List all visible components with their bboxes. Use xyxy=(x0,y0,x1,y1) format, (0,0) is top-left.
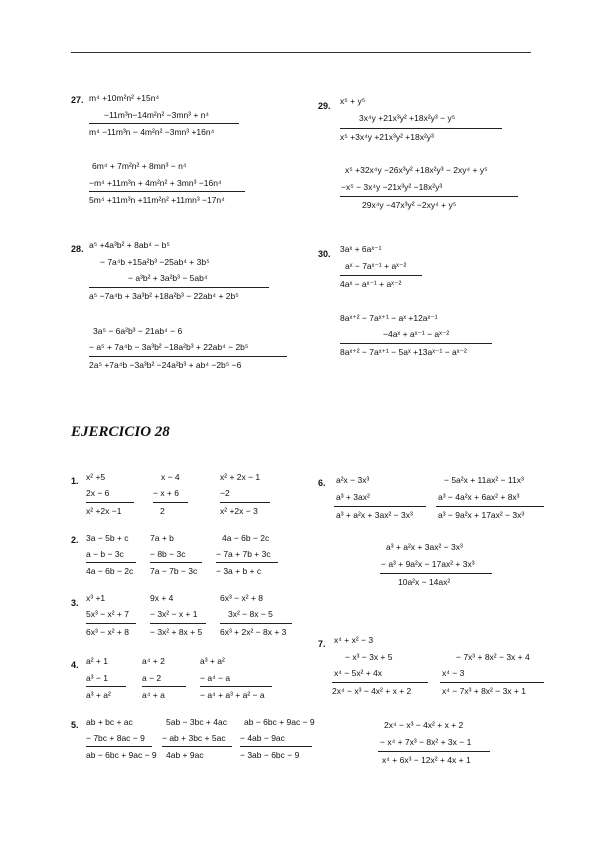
operand-line: a − b − 3c xyxy=(86,549,124,559)
operand-line: − a³ + 9a²x − 17ax² + 3x³ xyxy=(381,559,475,569)
result-line: 2a⁵ +7a⁴b −3a³b² −24a²b³ + ab⁴ −2b⁵ −6 xyxy=(89,360,242,370)
sum-bar xyxy=(86,562,136,563)
operand-line: x³ +1 xyxy=(86,593,106,603)
sum-bar xyxy=(240,746,312,747)
result-line: x⁴ − 7x³ + 8x² − 3x + 1 xyxy=(442,686,526,696)
result-line: a³ + a²x + 3ax² − 3x³ xyxy=(336,510,413,520)
sum-bar xyxy=(380,573,492,574)
problem-number: 30. xyxy=(318,249,331,259)
operand-line: − 3x² − x + 1 xyxy=(150,609,198,619)
problem-number: 4. xyxy=(71,660,79,670)
operand-line: a³ − 1 xyxy=(86,673,108,683)
operand-line: −4aˣ + aˣ⁻¹ − aˣ⁻² xyxy=(383,329,450,339)
header-rule xyxy=(71,52,531,53)
result-line: − a⁴ + a³ + a² − a xyxy=(200,690,265,700)
operand-line: 4a − 6b − 2c xyxy=(222,533,270,543)
problem-number: 6. xyxy=(318,478,326,488)
operand-line: a³ + a² xyxy=(200,656,225,666)
operand-line: aˣ − 7aˣ⁻¹ + aˣ⁻² xyxy=(345,261,407,271)
operand-line: − a³b² + 3a²b³ − 5ab⁴ xyxy=(128,273,208,283)
sum-bar xyxy=(220,502,270,503)
problem-number: 3. xyxy=(71,598,79,608)
sum-bar xyxy=(440,682,544,683)
sum-bar xyxy=(162,746,232,747)
sum-bar xyxy=(86,746,152,747)
sum-bar xyxy=(86,502,134,503)
result-line: − 3ab − 6bc − 9 xyxy=(240,750,300,760)
operand-line: x⁴ − 3 xyxy=(442,668,465,678)
result-line: − 3a + b + c xyxy=(216,566,262,576)
sum-bar xyxy=(340,343,492,344)
result-line: 6x³ − x² + 8 xyxy=(86,627,129,637)
operand-line: ab + bc + ac xyxy=(86,717,133,727)
problem-number: 2. xyxy=(71,535,79,545)
operand-line: − 4ab − 9ac xyxy=(240,733,285,743)
operand-line: 3a − 5b + c xyxy=(86,533,129,543)
operand-line: −11m³n−14m²n² −3mn³ + n⁴ xyxy=(104,110,210,120)
result-line: a⁴ + a xyxy=(142,690,165,700)
operand-line: − 7x³ + 8x² − 3x + 4 xyxy=(456,652,530,662)
result-line: 5m⁴ +11m³n +11m²n² +11mn³ −17n⁴ xyxy=(89,195,225,205)
operand-line: 3a⁵ − 6a²b³ − 21ab⁴ − 6 xyxy=(93,326,183,336)
operand-line: a³ + 3ax² xyxy=(336,492,370,502)
result-line: m⁴ −11m³n − 4m²n² −3mn³ +16n⁴ xyxy=(89,127,215,137)
operand-line: 2x⁴ − x³ − 4x² + x + 2 xyxy=(384,720,464,730)
operand-line: − a⁴ − a xyxy=(200,673,231,683)
operand-line: x⁴ + x² − 3 xyxy=(334,635,374,645)
sum-bar xyxy=(153,502,188,503)
operand-line: a³ + a²x + 3ax² − 3x³ xyxy=(386,542,463,552)
operand-line: x² +5 xyxy=(86,472,106,482)
result-line: 4a − 6b − 2c xyxy=(86,566,134,576)
operand-line: − a⁵ + 7a⁴b − 3a³b² −18a²b³ + 22ab⁴ − 2b⁵ xyxy=(89,342,249,352)
operand-line: −x⁵ − 3x⁴y −21x³y² −18x²y³ xyxy=(341,182,443,192)
result-line: 7a − 7b − 3c xyxy=(150,566,198,576)
sum-bar xyxy=(334,506,426,507)
operand-line: x⁵ + y⁵ xyxy=(340,96,366,106)
operand-line: x − 4 xyxy=(161,472,180,482)
operand-line: − 7bc + 8ac − 9 xyxy=(86,733,145,743)
problem-number: 27. xyxy=(71,95,84,105)
result-line: a³ + a² xyxy=(86,690,111,700)
result-line: a⁵ −7a⁴b + 3a³b² +18a²b³ − 22ab⁴ + 2b⁵ xyxy=(89,291,239,301)
sum-bar xyxy=(436,506,544,507)
sum-bar xyxy=(340,196,518,197)
result-line: 8aˣ⁺² − 7aˣ⁺¹ − 5aˣ +13aˣ⁻¹ − aˣ⁻² xyxy=(340,347,467,357)
operand-line: x⁵ +32x⁴y −26x³y² +18x²y³ − 2xy⁴ + y⁵ xyxy=(345,165,488,175)
operand-line: 2x − 6 xyxy=(86,488,110,498)
sum-bar xyxy=(89,191,245,192)
result-line: x⁴ + 6x³ − 12x² + 4x + 1 xyxy=(382,755,471,765)
operand-line: 7a + b xyxy=(150,533,174,543)
result-line: a³ − 9a²x + 17ax² − 3x³ xyxy=(438,510,525,520)
operand-line: a²x − 3x³ xyxy=(336,475,370,485)
sum-bar xyxy=(89,287,269,288)
result-line: 2 xyxy=(160,506,165,516)
operand-line: x² + 2x − 1 xyxy=(220,472,261,482)
sum-bar xyxy=(378,751,490,752)
operand-line: m⁴ +10m²n² +15n⁴ xyxy=(89,93,160,103)
sum-bar xyxy=(220,623,292,624)
result-line: − 3x² + 8x + 5 xyxy=(150,627,203,637)
operand-line: a⁵ +4a³b² + 8ab⁴ − b⁵ xyxy=(89,240,170,250)
operand-line: 8aˣ⁺² − 7aˣ⁺¹ − aˣ +12aˣ⁻¹ xyxy=(340,313,438,323)
section-title: EJERCICIO 28 xyxy=(71,424,170,440)
operand-line: 6m⁴ + 7m²n² + 8mn³ − n⁴ xyxy=(92,161,187,171)
operand-line: − x⁴ + 7x³ − 8x² + 3x − 1 xyxy=(380,737,472,747)
sum-bar xyxy=(150,623,206,624)
sum-bar xyxy=(86,686,126,687)
problem-number: 5. xyxy=(71,720,79,730)
result-line: 4ab + 9ac xyxy=(166,750,204,760)
sum-bar xyxy=(142,686,186,687)
operand-line: a³ − 4a²x + 6ax² + 8x³ xyxy=(438,492,520,502)
operand-line: − 5a²x + 11ax² − 11x³ xyxy=(444,475,524,485)
result-line: x² +2x − 3 xyxy=(220,506,258,516)
sum-bar xyxy=(332,682,428,683)
operand-line: 3x² − 8x − 5 xyxy=(228,609,273,619)
operand-line: 6x³ − x² + 8 xyxy=(220,593,263,603)
sum-bar xyxy=(340,128,502,129)
operand-line: ab − 6bc + 9ac − 9 xyxy=(244,717,315,727)
operand-line: a − 2 xyxy=(142,673,162,683)
operand-line: − x³ − 3x + 5 xyxy=(345,652,393,662)
operand-line: a² + 1 xyxy=(86,656,108,666)
operand-line: 3aˣ + 6aˣ⁻¹ xyxy=(340,244,382,254)
result-line: 10a²x − 14ax² xyxy=(398,577,451,587)
result-line: 29x⁴y −47x³y² −2xy⁴ + y⁵ xyxy=(362,200,457,210)
operand-line: 5ab − 3bc + 4ac xyxy=(166,717,227,727)
result-line: x⁵ +3x⁴y +21x³y² +18x²y³ xyxy=(340,132,434,142)
operand-line: − 7a⁴b +15a²b³ −25ab⁴ + 3b⁵ xyxy=(100,257,210,267)
problem-number: 29. xyxy=(318,101,331,111)
operand-line: 3x⁴y +21x³y² +18x²y³ − y⁵ xyxy=(359,113,456,123)
operand-line: − 7a + 7b + 3c xyxy=(216,549,271,559)
operand-line: 5x³ − x² + 7 xyxy=(86,609,129,619)
problem-number: 7. xyxy=(318,639,326,649)
problem-number: 1. xyxy=(71,476,79,486)
operand-line: −2 xyxy=(220,488,230,498)
operand-line: − x + 6 xyxy=(153,488,179,498)
sum-bar xyxy=(200,686,272,687)
problem-number: 28. xyxy=(71,244,84,254)
operand-line: 9x + 4 xyxy=(150,593,174,603)
result-line: x² +2x −1 xyxy=(86,506,122,516)
operand-line: a⁴ + 2 xyxy=(142,656,165,666)
result-line: ab − 6bc + 9ac − 9 xyxy=(86,750,157,760)
result-line: 6x³ + 2x² − 8x + 3 xyxy=(220,627,287,637)
operand-line: x⁴ − 5x² + 4x xyxy=(334,668,383,678)
operand-line: − ab + 3bc + 5ac xyxy=(162,733,226,743)
sum-bar xyxy=(89,356,287,357)
sum-bar xyxy=(150,562,202,563)
result-line: 2x⁴ − x³ − 4x² + x + 2 xyxy=(332,686,412,696)
sum-bar xyxy=(340,275,422,276)
sum-bar xyxy=(86,623,136,624)
operand-line: −m⁴ +11m³n + 4m²n² + 3mn³ −16n⁴ xyxy=(89,178,222,188)
result-line: 4aˣ − aˣ⁻¹ + aˣ⁻² xyxy=(340,279,402,289)
operand-line: − 8b − 3c xyxy=(150,549,186,559)
sum-bar xyxy=(216,562,278,563)
sum-bar xyxy=(89,123,239,124)
